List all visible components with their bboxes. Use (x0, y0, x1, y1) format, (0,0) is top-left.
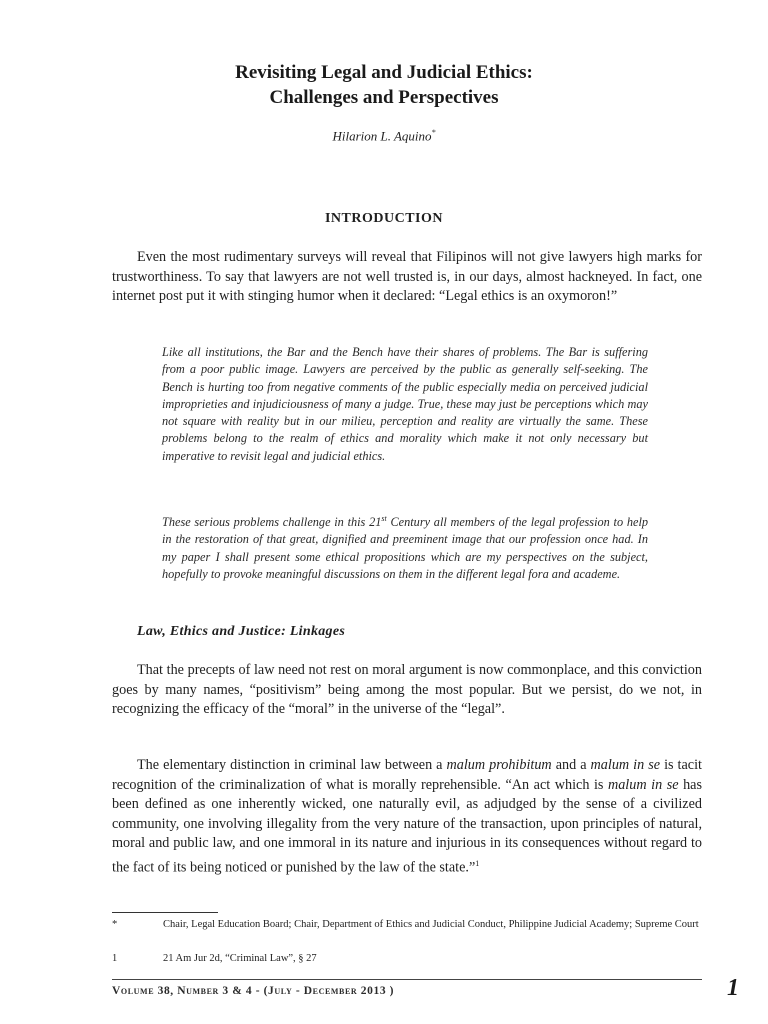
malum-text-d: has been defined as one inherently wicked, one naturally evil, as adjudged by the sense of a civilized community, one involving illegality from the very nature of the transaction, upon principles of natural, moral and public law, and one immoral in its nature and injurious in its consequences without regard to the fact of its being noticed or punished by the law of the state.” (112, 776, 702, 876)
malum-in-se-term-2: malum in se (607, 776, 679, 793)
author-byline (0, 128, 768, 144)
quote2-ordinal: st (381, 514, 387, 523)
malum-in-se-term: malum in se (590, 757, 661, 773)
introduction-heading: INTRODUCTION (324, 211, 443, 226)
title-line-1: Revisiting Legal and Judicial Ethics: (235, 62, 533, 83)
malum-text-b: and a (551, 757, 591, 773)
quote2-text-b: Century all members of the legal profession to help in the restoration of that great, dignified and preeminent image that our profession once had. In my paper I shall present some ethical propositions which are my perspectives on the subject, hopefully to provoke meaningful discussions on them in the different legal fora and academe. (162, 515, 649, 581)
malum-paragraph (112, 756, 702, 878)
malum-text-a: The elementary distinction in criminal law between a (137, 757, 447, 773)
section-subheading: Law, Ethics and Justice: Linkages (137, 624, 346, 639)
quote2-text-a: These serious problems challenge in this 21 (162, 515, 382, 530)
author-footnote-mark: * (431, 128, 436, 137)
block-quote-1: Like all institutions, the Bar and the Bench have their shares of problems. The Bar is suffering from a poor public image. Lawyers are perceived by the public as generally self-seeking. The Bench is hurting too from negative comments of the public especially media on perceived judicial improprieties and injudiciousness of many a judge. True, these may just be perceptions which may not square with reality but in our milieu, perception and reality are virtually the same. These problems belong to the realm of ethics and morality which make it not only necessary but imperative to revisit legal and judicial ethics. (162, 345, 648, 463)
footnote-text: Chair, Legal Education Board; Chair, Department of Ethics and Judicial Conduct, Philippine Judicial Academy; Supreme Court (163, 919, 699, 930)
malum-text-c: is tacit recognition of the criminalization of what is morally reprehensible. “An act which is (112, 757, 702, 793)
footer-rule (112, 979, 702, 980)
block-quote-2 (162, 510, 648, 583)
footnote-mark: * (112, 919, 118, 930)
malum-prohibitum-term: malum prohibitum (446, 757, 552, 773)
footnote-author (112, 918, 712, 932)
footnote-ref-1: 1 (475, 858, 480, 868)
page-number: 1 (727, 975, 739, 1001)
footnote-separator (112, 912, 218, 913)
author-name: Hilarion L. Aquino (332, 128, 432, 144)
article-title (0, 60, 768, 110)
positivism-paragraph: That the precepts of law need not rest on moral argument is now commonplace, and this conviction goes by many names, “positivism” being among the most popular. But we persist, do we not, in recognizing the efficacy of the “moral” in the universe of the “legal”. (112, 662, 702, 717)
footnote-text: 21 Am Jur 2d, “Criminal Law”, § 27 (163, 953, 317, 964)
footnote-1 (112, 952, 712, 966)
intro-paragraph: Even the most rudimentary surveys will reveal that Filipinos will not give lawyers high marks for trustworthiness. To say that lawyers are not well trusted is, in our days, almost hackneyed. In fact, one internet post put it with stinging humor when it declared: “Legal ethics is an oxymoron!” (112, 249, 702, 304)
title-line-2: Challenges and Perspectives (269, 87, 499, 108)
footnote-mark: 1 (112, 953, 118, 964)
issue-info: Volume 38, Number 3 & 4 - (July - December 2013 ) (112, 985, 395, 997)
